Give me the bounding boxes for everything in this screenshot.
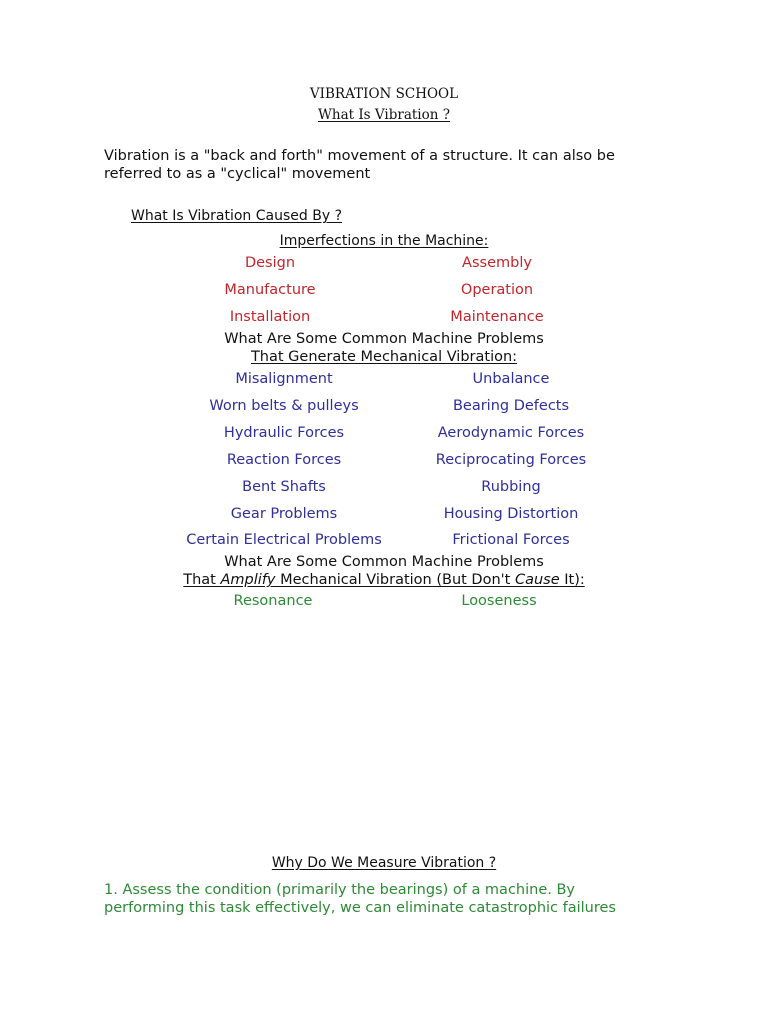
measure-line-2: performing this task effectively, we can eliminate catastrophic failures xyxy=(104,900,616,916)
cause-item: Manufacture xyxy=(224,282,316,298)
measure-item-1 xyxy=(104,881,664,917)
cause-item: Operation xyxy=(460,282,534,298)
amplify-text-e: It): xyxy=(559,572,585,588)
intro-line-1: Vibration is a "back and forth" movement of a structure. It can also be xyxy=(104,148,615,164)
generate-item: Hydraulic Forces xyxy=(223,425,345,441)
generate-item: Aerodynamic Forces xyxy=(437,425,585,441)
generate-item: Reaction Forces xyxy=(226,452,342,468)
caused-by-heading: What Is Vibration Caused By ? xyxy=(131,208,342,224)
intro-paragraph xyxy=(104,147,664,183)
amplify-heading-line-1: What Are Some Common Machine Problems xyxy=(224,554,544,570)
school-title: VIBRATION SCHOOL xyxy=(309,86,459,102)
page-title: What Is Vibration ? xyxy=(318,107,450,123)
amplify-item: Resonance xyxy=(233,593,313,609)
generate-heading-line-2: That Generate Mechanical Vibration: xyxy=(250,349,518,365)
measure-heading: Why Do We Measure Vibration ? xyxy=(271,855,497,871)
generate-item: Reciprocating Forces xyxy=(435,452,587,468)
amplify-item: Looseness xyxy=(461,593,537,609)
cause-item: Design xyxy=(244,255,296,271)
generate-item: Worn belts & pulleys xyxy=(209,398,359,414)
generate-item: Unbalance xyxy=(472,371,550,387)
cause-item: Maintenance xyxy=(450,309,544,325)
generate-item: Housing Distortion xyxy=(443,506,579,522)
cause-text-emphasis: Cause xyxy=(514,572,560,588)
amplify-heading-line-2 xyxy=(183,572,585,588)
amplify-text-a: That xyxy=(183,572,221,588)
intro-line-2: referred to as a "cyclical" movement xyxy=(104,166,371,182)
generate-item: Misalignment xyxy=(235,371,333,387)
generate-item: Certain Electrical Problems xyxy=(186,532,382,548)
cause-item: Installation xyxy=(229,309,311,325)
imperfections-heading: Imperfections in the Machine: xyxy=(279,233,489,249)
amplify-text-c: Mechanical Vibration (But Don't xyxy=(275,572,515,588)
generate-item: Bearing Defects xyxy=(452,398,570,414)
generate-item: Gear Problems xyxy=(230,506,338,522)
generate-item: Rubbing xyxy=(481,479,541,495)
generate-heading-line-1: What Are Some Common Machine Problems xyxy=(224,331,544,347)
measure-line-1: 1. Assess the condition (primarily the bearings) of a machine. By xyxy=(104,882,575,898)
amplify-text-emphasis: Amplify xyxy=(220,572,276,588)
generate-item: Frictional Forces xyxy=(452,532,570,548)
cause-item: Assembly xyxy=(462,255,532,271)
generate-item: Bent Shafts xyxy=(242,479,326,495)
